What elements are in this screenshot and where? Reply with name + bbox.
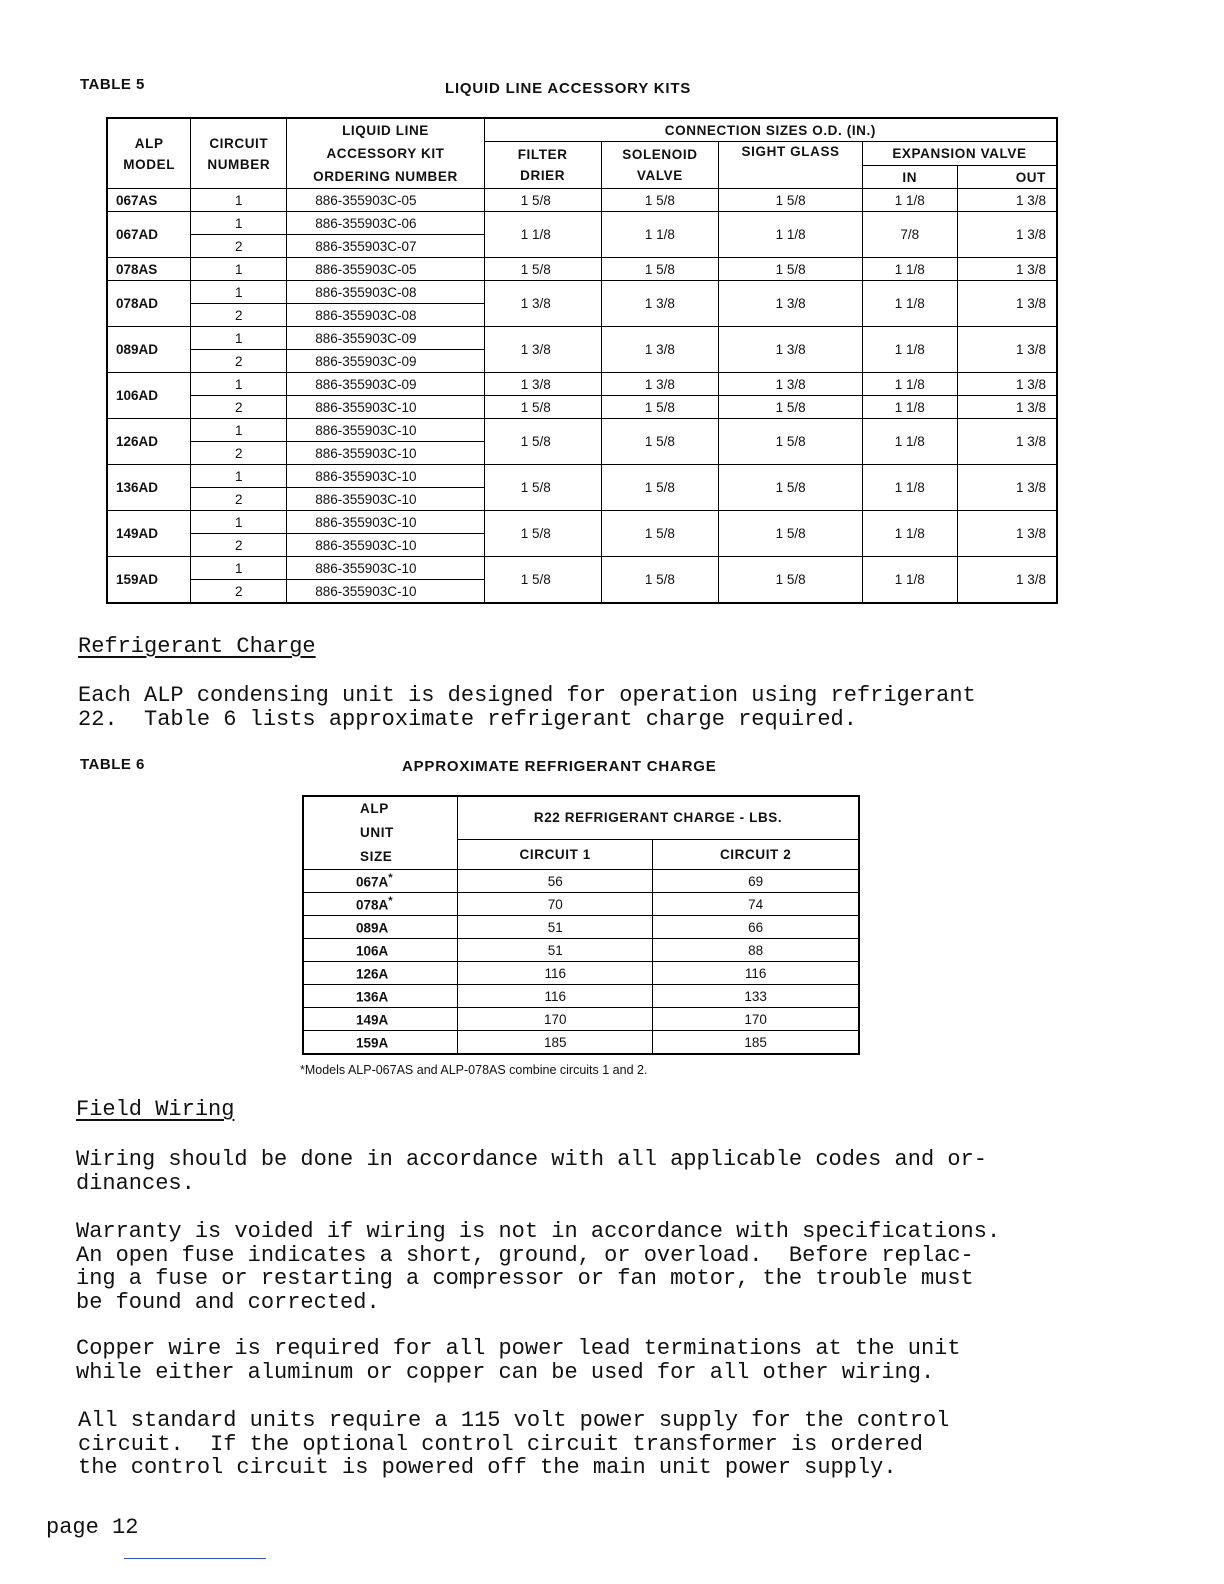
table-row (303, 939, 859, 962)
col-header-solenoid-valve: SOLENOID VALVE (601, 142, 719, 189)
solenoid-valve-cell: 1 5/8 (601, 419, 719, 465)
kit-number-cell: 886-355903C-08 (287, 304, 485, 327)
exp-out-cell: 1 3/8 (957, 189, 1057, 212)
wiring-paragraph-2: Warranty is voided if wiring is not in accordance with specifications. An open fuse indicates a short, ground, or overload. Before replac- ing a fuse or restarting a compressor or fan motor, the trouble must be found and corrected. (76, 1219, 1001, 1315)
filter-drier-cell: 1 5/8 (484, 465, 601, 511)
unit-size-value: 078A (356, 897, 389, 913)
circuit-cell: 2 (191, 396, 287, 419)
circuit-2-charge-cell: 66 (653, 916, 859, 939)
solenoid-valve-cell: 1 3/8 (601, 373, 719, 396)
col-header-expansion-valve: EXPANSION VALVE (862, 142, 1057, 166)
col-header-sight-glass: SIGHT GLASS (719, 142, 863, 189)
col-header-filter-drier: FILTER DRIER (484, 142, 601, 189)
exp-in-cell: 1 1/8 (862, 258, 957, 281)
exp-in-cell: 1 1/8 (862, 396, 957, 419)
exp-in-cell: 1 1/8 (862, 419, 957, 465)
table5-label: TABLE 5 (80, 76, 145, 93)
unit-size-cell (303, 962, 458, 985)
circuit-1-charge-cell: 170 (458, 1008, 653, 1031)
circuit-cell: 2 (191, 350, 287, 373)
footnote-marker: * (388, 895, 393, 908)
unit-size-value: 126A (356, 966, 389, 982)
col-header-exp-in: IN (862, 166, 957, 189)
unit-size-cell (303, 916, 458, 939)
table-row (303, 962, 859, 985)
kit-number-cell: 886-355903C-09 (287, 350, 485, 373)
wiring-paragraph-4: All standard units require a 115 volt power supply for the control circuit. If the optional control circuit transformer is ordered the control circuit is powered off the main unit power supply. (78, 1408, 950, 1480)
kit-number-cell: 886-355903C-10 (287, 419, 485, 442)
circuit-cell: 1 (191, 258, 287, 281)
circuit-1-charge-cell: 70 (458, 893, 653, 916)
solenoid-valve-cell: 1 5/8 (601, 557, 719, 604)
refrigerant-charge-table (302, 795, 860, 1055)
filter-drier-cell: 1 5/8 (484, 189, 601, 212)
sight-glass-cell: 1 3/8 (719, 281, 863, 327)
circuit-2-charge-cell: 185 (653, 1031, 859, 1055)
filter-drier-cell: 1 5/8 (484, 258, 601, 281)
circuit-cell: 1 (191, 419, 287, 442)
kit-number-cell: 886-355903C-10 (287, 396, 485, 419)
circuit-2-charge-cell: 170 (653, 1008, 859, 1031)
exp-out-cell: 1 3/8 (957, 465, 1057, 511)
kit-number-cell: 886-355903C-05 (287, 189, 485, 212)
model-cell: 106AD (107, 373, 191, 419)
circuit-cell: 2 (191, 534, 287, 557)
kit-number-cell: 886-355903C-09 (287, 327, 485, 350)
circuit-2-charge-cell: 74 (653, 893, 859, 916)
table-row (303, 1008, 859, 1031)
sight-glass-cell: 1 5/8 (719, 258, 863, 281)
circuit-cell: 1 (191, 465, 287, 488)
model-cell: 067AS (107, 189, 191, 212)
solenoid-valve-cell: 1 5/8 (601, 511, 719, 557)
exp-in-cell: 1 1/8 (862, 557, 957, 604)
filter-drier-cell: 1 5/8 (484, 396, 601, 419)
solenoid-valve-cell: 1 3/8 (601, 327, 719, 373)
col-header-circuit-number: CIRCUIT NUMBER (191, 118, 287, 189)
circuit-1-charge-cell: 51 (458, 916, 653, 939)
sight-glass-cell: 1 1/8 (719, 212, 863, 258)
col-header-circuit-2: CIRCUIT 2 (653, 839, 859, 869)
table-row (107, 258, 1057, 281)
circuit-2-charge-cell: 69 (653, 870, 859, 893)
unit-size-cell (303, 985, 458, 1008)
sight-glass-cell: 1 5/8 (719, 189, 863, 212)
sight-glass-cell: 1 5/8 (719, 396, 863, 419)
model-cell: 078AD (107, 281, 191, 327)
kit-number-cell: 886-355903C-10 (287, 534, 485, 557)
model-cell: 149AD (107, 511, 191, 557)
exp-in-cell: 1 1/8 (862, 327, 957, 373)
circuit-1-charge-cell: 51 (458, 939, 653, 962)
table-row (107, 212, 1057, 235)
circuit-1-charge-cell: 116 (458, 962, 653, 985)
model-cell: 067AD (107, 212, 191, 258)
unit-size-value: 159A (356, 1035, 389, 1051)
page-number: page 12 (46, 1515, 139, 1540)
unit-size-cell (303, 893, 458, 916)
exp-out-cell: 1 3/8 (957, 373, 1057, 396)
circuit-cell: 1 (191, 189, 287, 212)
circuit-cell: 1 (191, 511, 287, 534)
filter-drier-cell: 1 5/8 (484, 511, 601, 557)
model-cell: 126AD (107, 419, 191, 465)
circuit-cell: 2 (191, 442, 287, 465)
solenoid-valve-cell: 1 5/8 (601, 189, 719, 212)
kit-number-cell: 886-355903C-08 (287, 281, 485, 304)
table-row (107, 189, 1057, 212)
solenoid-valve-cell: 1 1/8 (601, 212, 719, 258)
exp-out-cell: 1 3/8 (957, 212, 1057, 258)
table-row (107, 327, 1057, 350)
table-row (107, 373, 1057, 396)
col-header-alp-unit-size: ALP UNIT SIZE (303, 796, 458, 870)
solenoid-valve-cell: 1 5/8 (601, 465, 719, 511)
exp-in-cell: 1 1/8 (862, 465, 957, 511)
circuit-1-charge-cell: 116 (458, 985, 653, 1008)
wiring-paragraph-3: Copper wire is required for all power lead terminations at the unit while either aluminum or copper can be used for all other wiring. (76, 1336, 961, 1385)
unit-size-value: 089A (356, 920, 389, 936)
solenoid-valve-cell: 1 5/8 (601, 396, 719, 419)
table-row (107, 511, 1057, 534)
unit-size-value: 106A (356, 943, 389, 959)
table-row (303, 893, 859, 916)
footer-rule (124, 1558, 266, 1559)
circuit-cell: 2 (191, 580, 287, 604)
exp-in-cell: 1 1/8 (862, 511, 957, 557)
exp-in-cell: 1 1/8 (862, 189, 957, 212)
circuit-cell: 1 (191, 327, 287, 350)
table-row (107, 396, 1057, 419)
model-cell: 078AS (107, 258, 191, 281)
circuit-1-charge-cell: 56 (458, 870, 653, 893)
kit-number-cell: 886-355903C-05 (287, 258, 485, 281)
unit-size-cell (303, 870, 458, 893)
model-cell: 136AD (107, 465, 191, 511)
unit-size-cell (303, 1031, 458, 1055)
filter-drier-cell: 1 3/8 (484, 281, 601, 327)
unit-size-cell (303, 1008, 458, 1031)
table-row (107, 419, 1057, 442)
unit-size-value: 136A (356, 989, 389, 1005)
exp-out-cell: 1 3/8 (957, 281, 1057, 327)
circuit-cell: 2 (191, 235, 287, 258)
col-header-connection-sizes: CONNECTION SIZES O.D. (IN.) (484, 118, 1057, 142)
circuit-2-charge-cell: 133 (653, 985, 859, 1008)
kit-number-cell: 886-355903C-10 (287, 442, 485, 465)
filter-drier-cell: 1 1/8 (484, 212, 601, 258)
table5-title: LIQUID LINE ACCESSORY KITS (445, 80, 692, 97)
table-row (303, 985, 859, 1008)
model-cell: 159AD (107, 557, 191, 604)
circuit-cell: 1 (191, 281, 287, 304)
kit-number-cell: 886-355903C-09 (287, 373, 485, 396)
kit-number-cell: 886-355903C-10 (287, 557, 485, 580)
wiring-paragraph-1: Wiring should be done in accordance with all applicable codes and or- dinances. (76, 1147, 987, 1196)
circuit-cell: 1 (191, 212, 287, 235)
kit-number-cell: 886-355903C-06 (287, 212, 485, 235)
footnote-marker: * (388, 872, 393, 885)
unit-size-value: 067A (356, 874, 389, 890)
exp-out-cell: 1 3/8 (957, 327, 1057, 373)
table-row (107, 465, 1057, 488)
kit-number-cell: 886-355903C-10 (287, 511, 485, 534)
filter-drier-cell: 1 5/8 (484, 419, 601, 465)
table-row (107, 281, 1057, 304)
circuit-2-charge-cell: 88 (653, 939, 859, 962)
sight-glass-cell: 1 5/8 (719, 419, 863, 465)
sight-glass-cell: 1 5/8 (719, 465, 863, 511)
col-header-alp-model: ALP MODEL (107, 118, 191, 189)
table6-title: APPROXIMATE REFRIGERANT CHARGE (402, 758, 717, 775)
filter-drier-cell: 1 5/8 (484, 557, 601, 604)
circuit-1-charge-cell: 185 (458, 1031, 653, 1055)
filter-drier-cell: 1 3/8 (484, 373, 601, 396)
circuit-cell: 2 (191, 304, 287, 327)
model-cell: 089AD (107, 327, 191, 373)
circuit-cell: 1 (191, 373, 287, 396)
kit-number-cell: 886-355903C-10 (287, 465, 485, 488)
table6-label: TABLE 6 (80, 756, 145, 773)
kit-number-cell: 886-355903C-10 (287, 580, 485, 604)
exp-out-cell: 1 3/8 (957, 396, 1057, 419)
col-header-r22-charge: R22 REFRIGERANT CHARGE - LBS. (458, 796, 859, 839)
exp-out-cell: 1 3/8 (957, 557, 1057, 604)
refrigerant-charge-heading: Refrigerant Charge (78, 634, 316, 659)
table-row (107, 557, 1057, 580)
table-row (303, 1031, 859, 1055)
table6-footnote: *Models ALP-067AS and ALP-078AS combine circuits 1 and 2. (300, 1063, 648, 1077)
exp-out-cell: 1 3/8 (957, 258, 1057, 281)
sight-glass-cell: 1 5/8 (719, 557, 863, 604)
refrigerant-charge-paragraph: Each ALP condensing unit is designed for operation using refrigerant 22. Table 6 lists approximate refrigerant charge required. (78, 683, 976, 732)
unit-size-value: 149A (356, 1012, 389, 1028)
sight-glass-cell: 1 5/8 (719, 511, 863, 557)
sight-glass-cell: 1 3/8 (719, 373, 863, 396)
sight-glass-cell: 1 3/8 (719, 327, 863, 373)
exp-out-cell: 1 3/8 (957, 419, 1057, 465)
field-wiring-heading: Field Wiring (76, 1097, 235, 1122)
circuit-cell: 1 (191, 557, 287, 580)
kit-number-cell: 886-355903C-10 (287, 488, 485, 511)
exp-out-cell: 1 3/8 (957, 511, 1057, 557)
unit-size-cell (303, 939, 458, 962)
col-header-circuit-1: CIRCUIT 1 (458, 839, 653, 869)
col-header-exp-out: OUT (957, 166, 1057, 189)
circuit-2-charge-cell: 116 (653, 962, 859, 985)
table-row (303, 916, 859, 939)
solenoid-valve-cell: 1 5/8 (601, 258, 719, 281)
exp-in-cell: 1 1/8 (862, 373, 957, 396)
solenoid-valve-cell: 1 3/8 (601, 281, 719, 327)
liquid-line-accessory-kits-table (106, 117, 1058, 604)
exp-in-cell: 1 1/8 (862, 281, 957, 327)
circuit-cell: 2 (191, 488, 287, 511)
filter-drier-cell: 1 3/8 (484, 327, 601, 373)
table-row (303, 870, 859, 893)
col-header-kit: LIQUID LINE ACCESSORY KIT ORDERING NUMBER (287, 118, 485, 189)
exp-in-cell: 7/8 (862, 212, 957, 258)
kit-number-cell: 886-355903C-07 (287, 235, 485, 258)
